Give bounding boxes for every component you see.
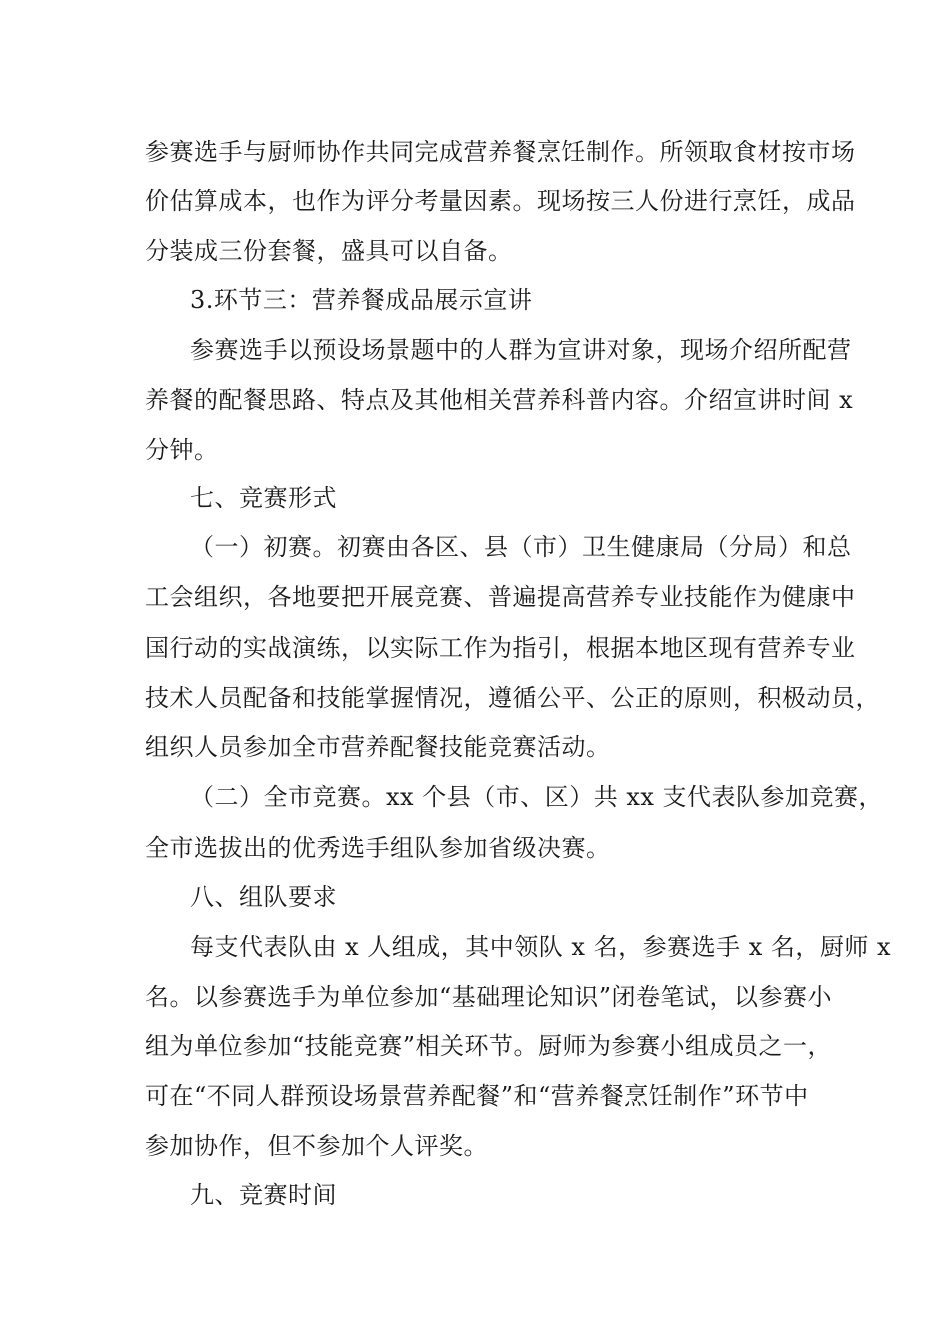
paragraph-start: （二）全市竞赛。xx 个县（市、区）共 xx 支代表队参加竞赛，: [190, 783, 884, 811]
body-line: 分装成三份套餐，盛具可以自备。: [145, 237, 513, 265]
body-line: 参加协作，但不参加个人评奖。: [145, 1132, 488, 1160]
paragraph-start: （一）初赛。初赛由各区、县（市）卫生健康局（分局）和总: [190, 533, 852, 561]
body-line: 技术人员配备和技能掌握情况，遵循公平、公正的原则，积极动员，: [145, 684, 880, 712]
body-line: 参赛选手与厨师协作共同完成营养餐烹饪制作。所领取食材按市场: [145, 138, 856, 166]
section-heading: 九、竞赛时间: [190, 1181, 337, 1209]
body-line: 国行动的实战演练，以实际工作为指引，根据本地区现有营养专业: [145, 634, 856, 662]
body-line: 分钟。: [145, 436, 219, 464]
body-line: 全市选拔出的优秀选手组队参加省级决赛。: [145, 834, 611, 862]
paragraph-start: 每支代表队由 x 人组成，其中领队 x 名，参赛选手 x 名，厨师 x: [190, 933, 892, 961]
body-line: 可在“不同人群预设场景营养配餐”和“营养餐烹饪制作”环节中: [145, 1082, 809, 1110]
body-line: 组织人员参加全市营养配餐技能竞赛活动。: [145, 733, 611, 761]
body-line: 组为单位参加“技能竞赛”相关环节。厨师为参赛小组成员之一，: [145, 1032, 833, 1060]
body-line: 养餐的配餐思路、特点及其他相关营养科普内容。介绍宣讲时间 x: [145, 386, 854, 414]
section-heading: 七、竞赛形式: [190, 484, 337, 512]
section-heading: 八、组队要求: [190, 883, 337, 911]
body-line: 价估算成本，也作为评分考量因素。现场按三人份进行烹饪，成品: [145, 187, 856, 215]
section-heading: 3.环节三：营养餐成品展示宣讲: [190, 286, 533, 314]
body-line: 名。以参赛选手为单位参加“基础理论知识”闭卷笔试，以参赛小: [145, 983, 833, 1011]
paragraph-start: 参赛选手以预设场景题中的人群为宣讲对象，现场介绍所配营: [190, 336, 852, 364]
body-line: 工会组织，各地要把开展竞赛、普遍提高营养专业技能作为健康中: [145, 583, 856, 611]
